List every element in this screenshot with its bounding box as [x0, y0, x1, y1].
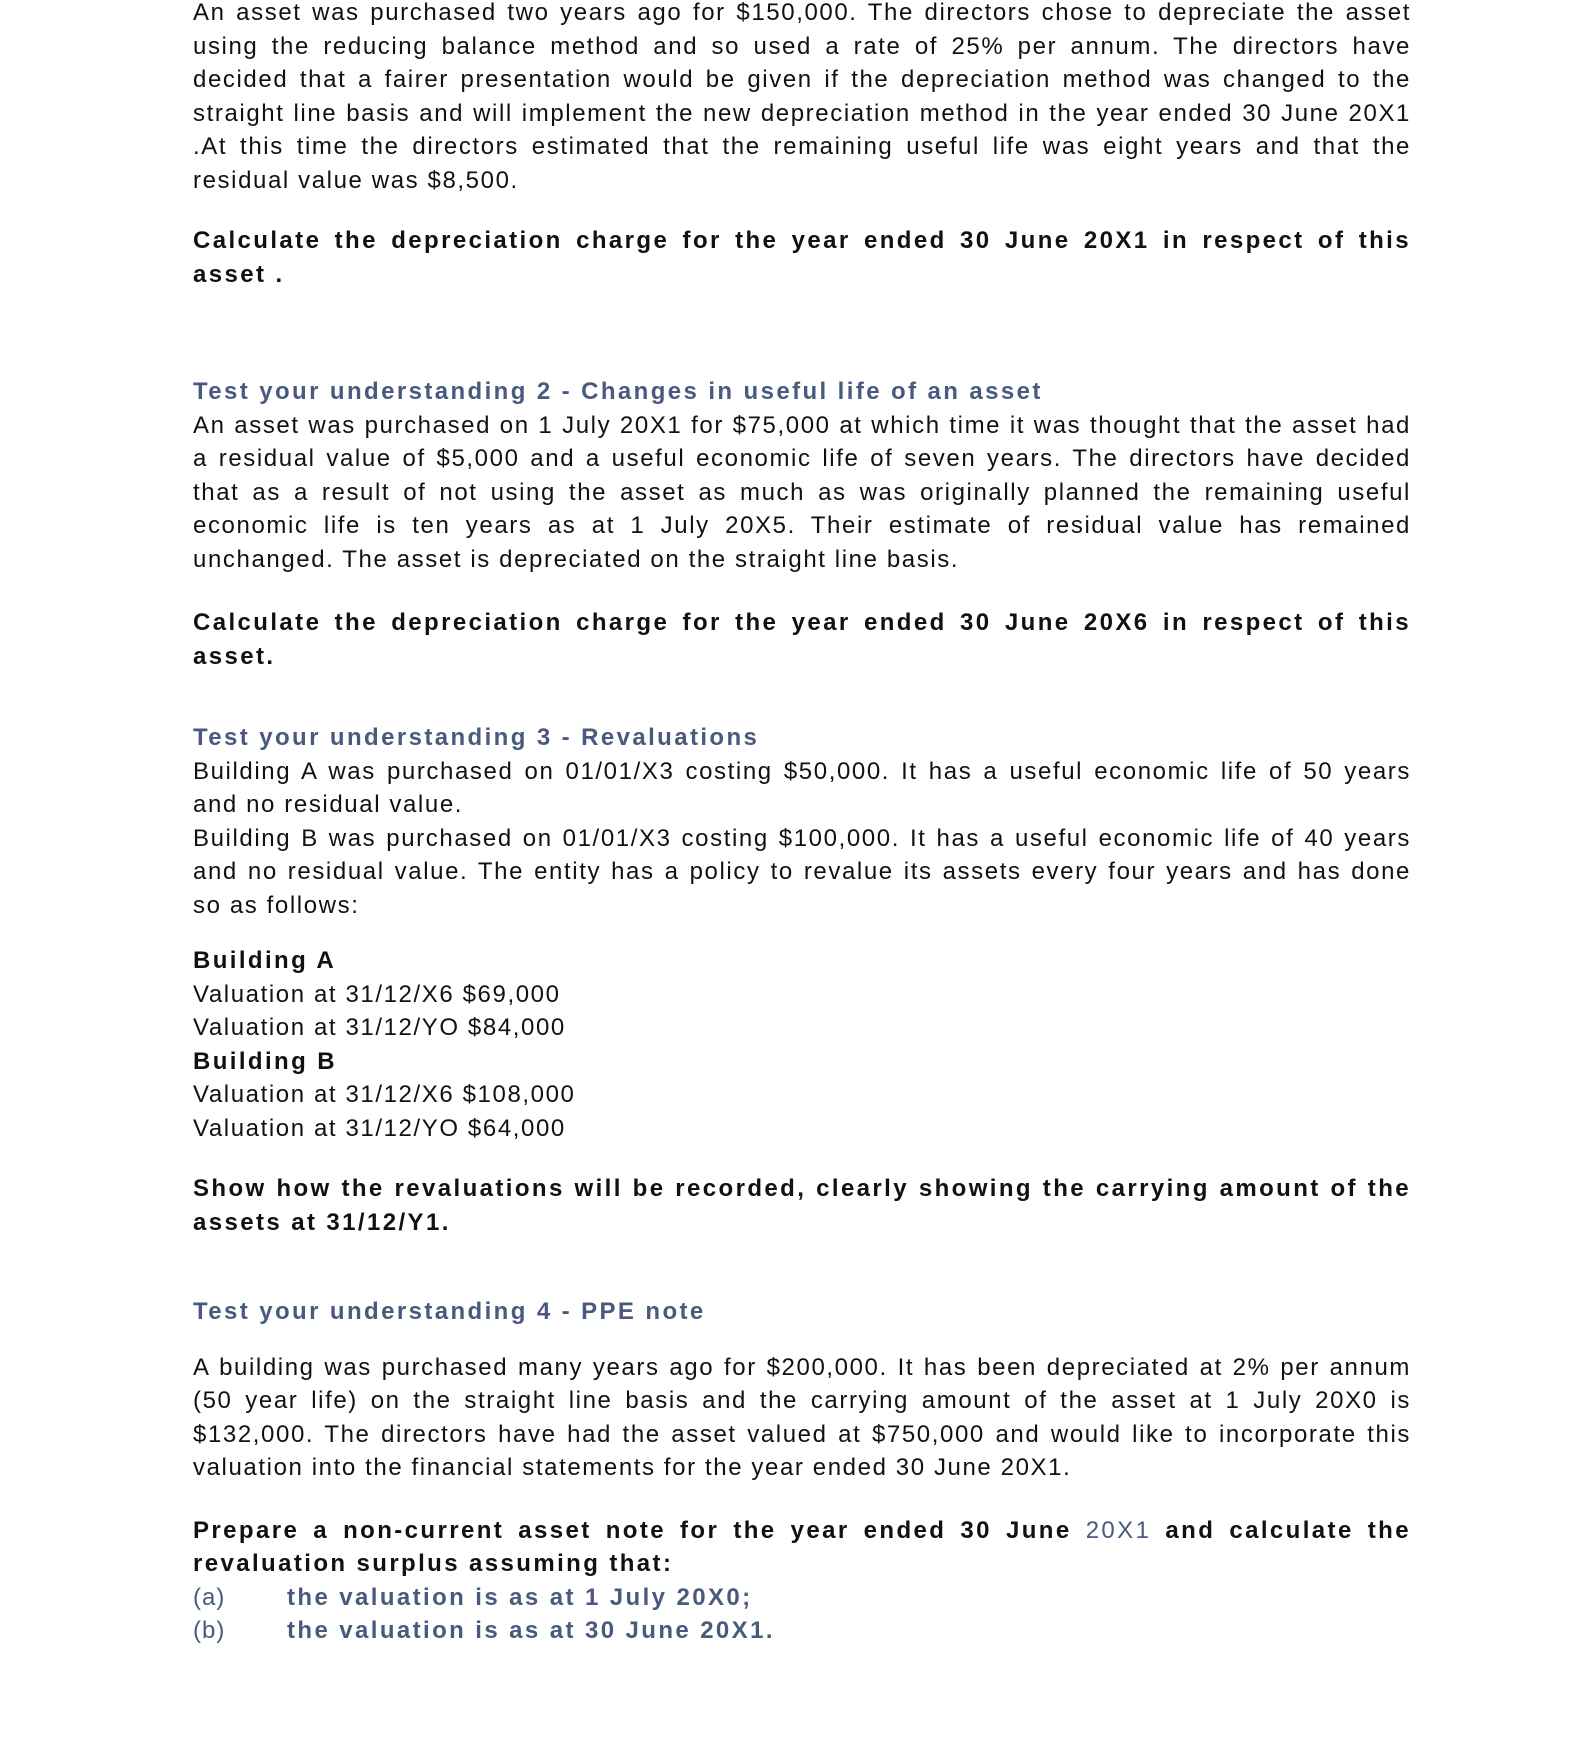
- building-b-valuation-1: Valuation at 31/12/X6 $108,000: [193, 1081, 576, 1108]
- tyu2-paragraph: An asset was purchased on 1 July 20X1 for $75,000 at which time it was thought that the asset had a residual value of $5,000 and a useful economic life of seven years. The directors have decided that as a result of not using the asset as much as was originally planned the remaining useful economic life is ten years as at 1 July 20X5. Their estimate of residual value has remained unchanged. The asset is depreciated on the straight line basis.: [193, 411, 1411, 573]
- list-item-text: the valuation is as at 1 July 20X0;: [287, 1583, 753, 1611]
- tyu2-question: Calculate the depreciation charge for the year ended 30 June 20X6 in respect of this asset.: [193, 609, 1411, 670]
- building-a-valuation-1: Valuation at 31/12/X6 $69,000: [193, 980, 561, 1008]
- tyu2-heading: Test your understanding 2 - Changes in useful life of an asset: [193, 378, 1043, 405]
- building-b-valuation-2: Valuation at 31/12/YO $64,000: [193, 1114, 566, 1142]
- document-page: [193, 0, 1411, 1647]
- tyu3-heading: Test your understanding 3 - Revaluations: [193, 724, 760, 751]
- tyu4-question-start: Prepare a non-current asset note for the year ended 30 June: [193, 1516, 1086, 1544]
- intro-paragraph: An asset was purchased two years ago for $150,000. The directors chose to depreciate the asset using the reducing balance method and so used a rate of 25% per annum. The directors have decided that a fairer presentation would be given if the depreciation method was changed to the straight line basis and will implement the new depreciation method in the year ended 30 June 20X1 .At this time the directors estimated that the remaining useful life was eight years and that the residual value was $8,500.: [193, 0, 1411, 194]
- tyu4-question-end: and calculate the revaluation surplus assuming that:: [193, 1516, 1411, 1577]
- list-marker: (b): [193, 1616, 226, 1644]
- list-item: [193, 1581, 1411, 1614]
- list-item: [193, 1614, 1411, 1647]
- list-item-text: the valuation is as at 30 June 20X1.: [287, 1616, 775, 1644]
- intro-question: Calculate the depreciation charge for the year ended 30 June 20X1 in respect of this asset .: [193, 227, 1411, 288]
- tyu3-building-b-paragraph: Building B was purchased on 01/01/X3 costing $100,000. It has a useful economic life of 40 years and no residual value. The entity has a policy to revalue its assets every four years and has done so as follows:: [193, 824, 1411, 919]
- tyu4-heading: Test your understanding 4 - PPE note: [193, 1298, 706, 1325]
- building-a-valuation-2: Valuation at 31/12/YO $84,000: [193, 1014, 566, 1041]
- tyu3-question: Show how the revaluations will be recorded, clearly showing the carrying amount of the assets at 31/12/Y1.: [193, 1175, 1411, 1236]
- building-a-label: Building A: [193, 947, 337, 974]
- tyu4-paragraph: A building was purchased many years ago for $200,000. It has been depreciated at 2% per annum (50 year life) on the straight line basis and the carrying amount of the asset at 1 July 20X0 is $132,000. The directors have had the asset valued at $750,000 and would like to incorporate this valuation into the financial statements for the year ended 30 June 20X1.: [193, 1353, 1411, 1481]
- list-marker: (a): [193, 1583, 226, 1611]
- tyu4-question: [193, 1514, 1411, 1581]
- tyu4-question-year: 20X1: [1085, 1516, 1152, 1544]
- building-b-label: Building B: [193, 1047, 337, 1075]
- tyu3-building-a-paragraph: Building A was purchased on 01/01/X3 costing $50,000. It has a useful economic life of 50 years and no residual value.: [193, 757, 1411, 818]
